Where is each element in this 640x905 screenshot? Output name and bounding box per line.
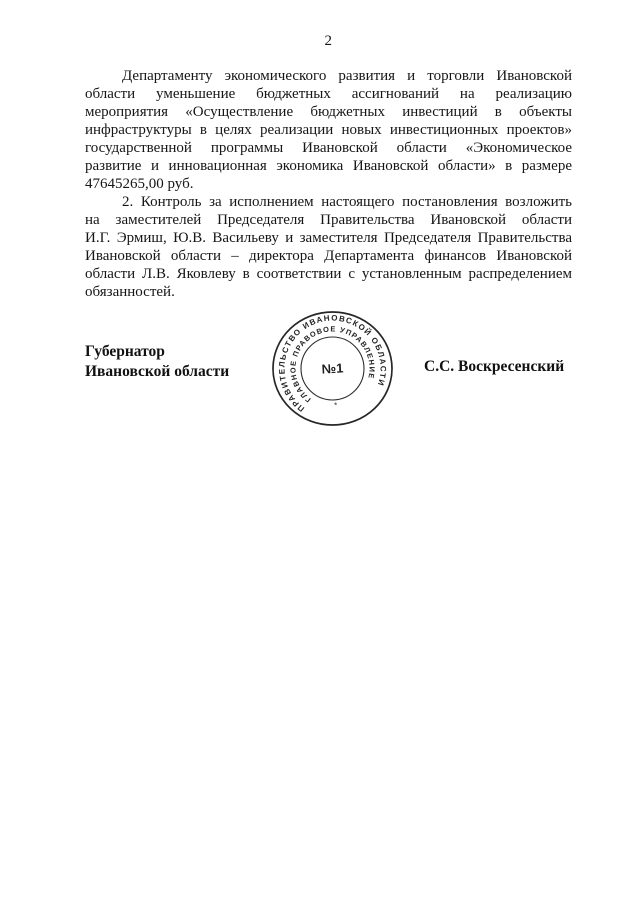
text-line: государственной программы Ивановской области «Экономическое (85, 140, 572, 156)
text-line: области уменьшение бюджетных ассигнований на реализацию (85, 86, 572, 102)
text-line: развитие и инновационная экономика Ивановской области» в размере (85, 158, 572, 174)
text-line: 47645265,00 руб. (85, 176, 194, 192)
text-line: И.Г. Эрмиш, Ю.В. Васильеву и заместителя Председателя Правительства (85, 230, 572, 246)
text-line: Ивановской области – директора Департамента финансов Ивановской (85, 248, 572, 264)
stamp-graphic (270, 309, 395, 428)
signature-title-line2: Ивановской области (85, 363, 230, 380)
signature-title (85, 342, 229, 382)
stamp-number: №1 (321, 360, 344, 377)
signature-name: С.С. Воскресенский (424, 358, 565, 375)
text-line: Департаменту экономического развития и торговли Ивановской (122, 68, 572, 84)
page-number: 2 (324, 33, 333, 49)
text-line: мероприятия «Осуществление бюджетных инвестиций в объекты (85, 104, 572, 120)
signature-title-line1: Губернатор (85, 343, 165, 360)
text-line: области Л.В. Яковлеву в соответствии с установленным распределением (85, 266, 572, 282)
text-line: 2. Контроль за исполнением настоящего постановления возложить (122, 194, 572, 210)
text-line: инфраструктуры в целях реализации новых инвестиционных проектов» (85, 122, 572, 138)
official-stamp-seal (270, 309, 395, 428)
stamp-outer-text: ПРАВИТЕЛЬСТВО ИВАНОВСКОЙ ОБЛАСТИ (277, 313, 388, 414)
stamp-inner-text: ГЛАВНОЕ ПРАВОВОЕ УПРАВЛЕНИЕ (288, 324, 377, 405)
body-text (85, 67, 572, 301)
text-line: обязанностей. (85, 284, 175, 300)
text-line: на заместителей Председателя Правительства Ивановской области (85, 212, 572, 228)
stamp-star-mark: * (333, 400, 338, 410)
